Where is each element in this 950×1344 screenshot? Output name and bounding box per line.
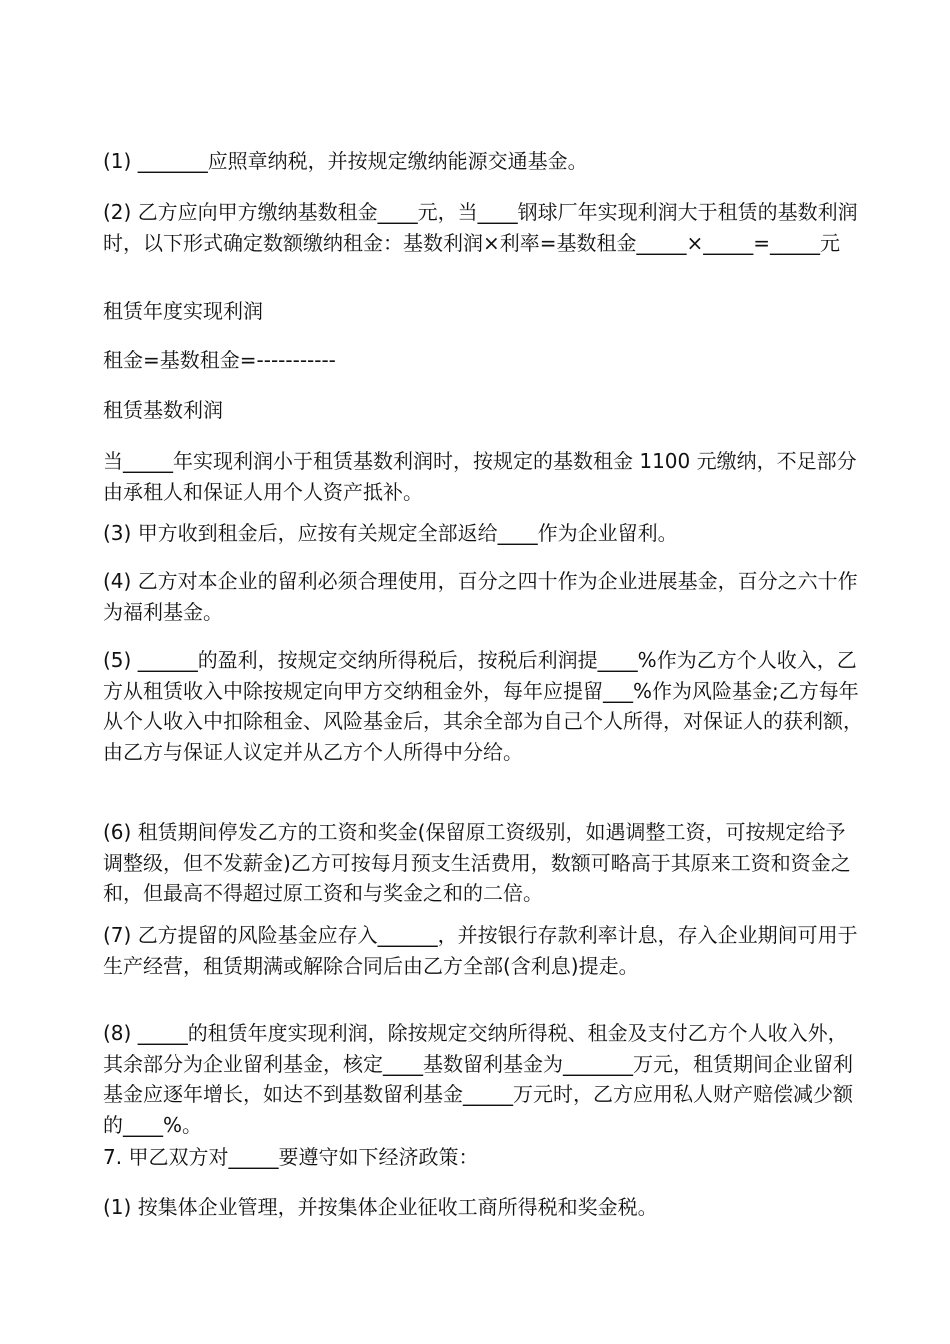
paragraph-6: 当_____年实现利润小于租赁基数利润时，按规定的基数租金 1100 元缴纳，不足部分由承租人和保证人用个人资产抵补。 <box>103 449 857 504</box>
paragraph-13: 7. 甲乙双方对_____要遵守如下经济政策： <box>103 1145 479 1169</box>
paragraph-3: 租赁年度实现利润 <box>103 299 263 323</box>
paragraph-10: (6) 租赁期间停发乙方的工资和奖金(保留原工资级别，如遇调整工资，可按规定给予调整级，但不发薪金)乙方可按每月预支生活费用，数额可略高于其原来工资和资金之和，但最高不得超过原工资和与奖金之和的二倍。 <box>103 820 851 905</box>
paragraph-8: (4) 乙方对本企业的留利必须合理使用，百分之四十作为企业进展基金，百分之六十作为福利基金。 <box>103 569 858 624</box>
paragraph-11: (7) 乙方提留的风险基金应存入______，并按银行存款利率计息，存入企业期间可用于生产经营，租赁期满或解除合同后由乙方全部(含利息)提走。 <box>103 923 858 978</box>
paragraph-4: 租金=基数租金=----------- <box>103 348 336 372</box>
paragraph-5: 租赁基数利润 <box>103 398 223 422</box>
paragraph-14: (1) 按集体企业管理，并按集体企业征收工商所得税和奖金税。 <box>103 1195 658 1219</box>
paragraph-12: (8) _____的租赁年度实现利润，除按规定交纳所得税、租金及支付乙方个人收入外，其余部分为企业留利基金，核定____基数留利基金为_______万元，租赁期间企业留利基金应逐年增长，如达不到基数留利基金_____万元时，乙方应用私人财产赔偿减少额的____%。 <box>103 1021 853 1137</box>
paragraph-9: (5) ______的盈利，按规定交纳所得税后，按税后利润提____%作为乙方个人收入，乙方从租赁收入中除按规定向甲方交纳租金外，每年应提留___%作为风险基金;乙方每年从个人收入中扣除租金、风险基金后，其余全部为自己个人所得，对保证人的获利额，由乙方与保证人议定并从乙方个人所得中分给。 <box>103 648 863 764</box>
paragraph-1: (1) _______应照章纳税，并按规定缴纳能源交通基金。 <box>103 149 588 173</box>
paragraph-7: (3) 甲方收到租金后，应按有关规定全部返给____作为企业留利。 <box>103 521 678 545</box>
paragraph-2: (2) 乙方应向甲方缴纳基数租金____元，当____钢球厂年实现利润大于租赁的基数利润时，以下形式确定数额缴纳租金：基数利润×利率=基数租金_____×_____=_____元 <box>103 200 858 255</box>
